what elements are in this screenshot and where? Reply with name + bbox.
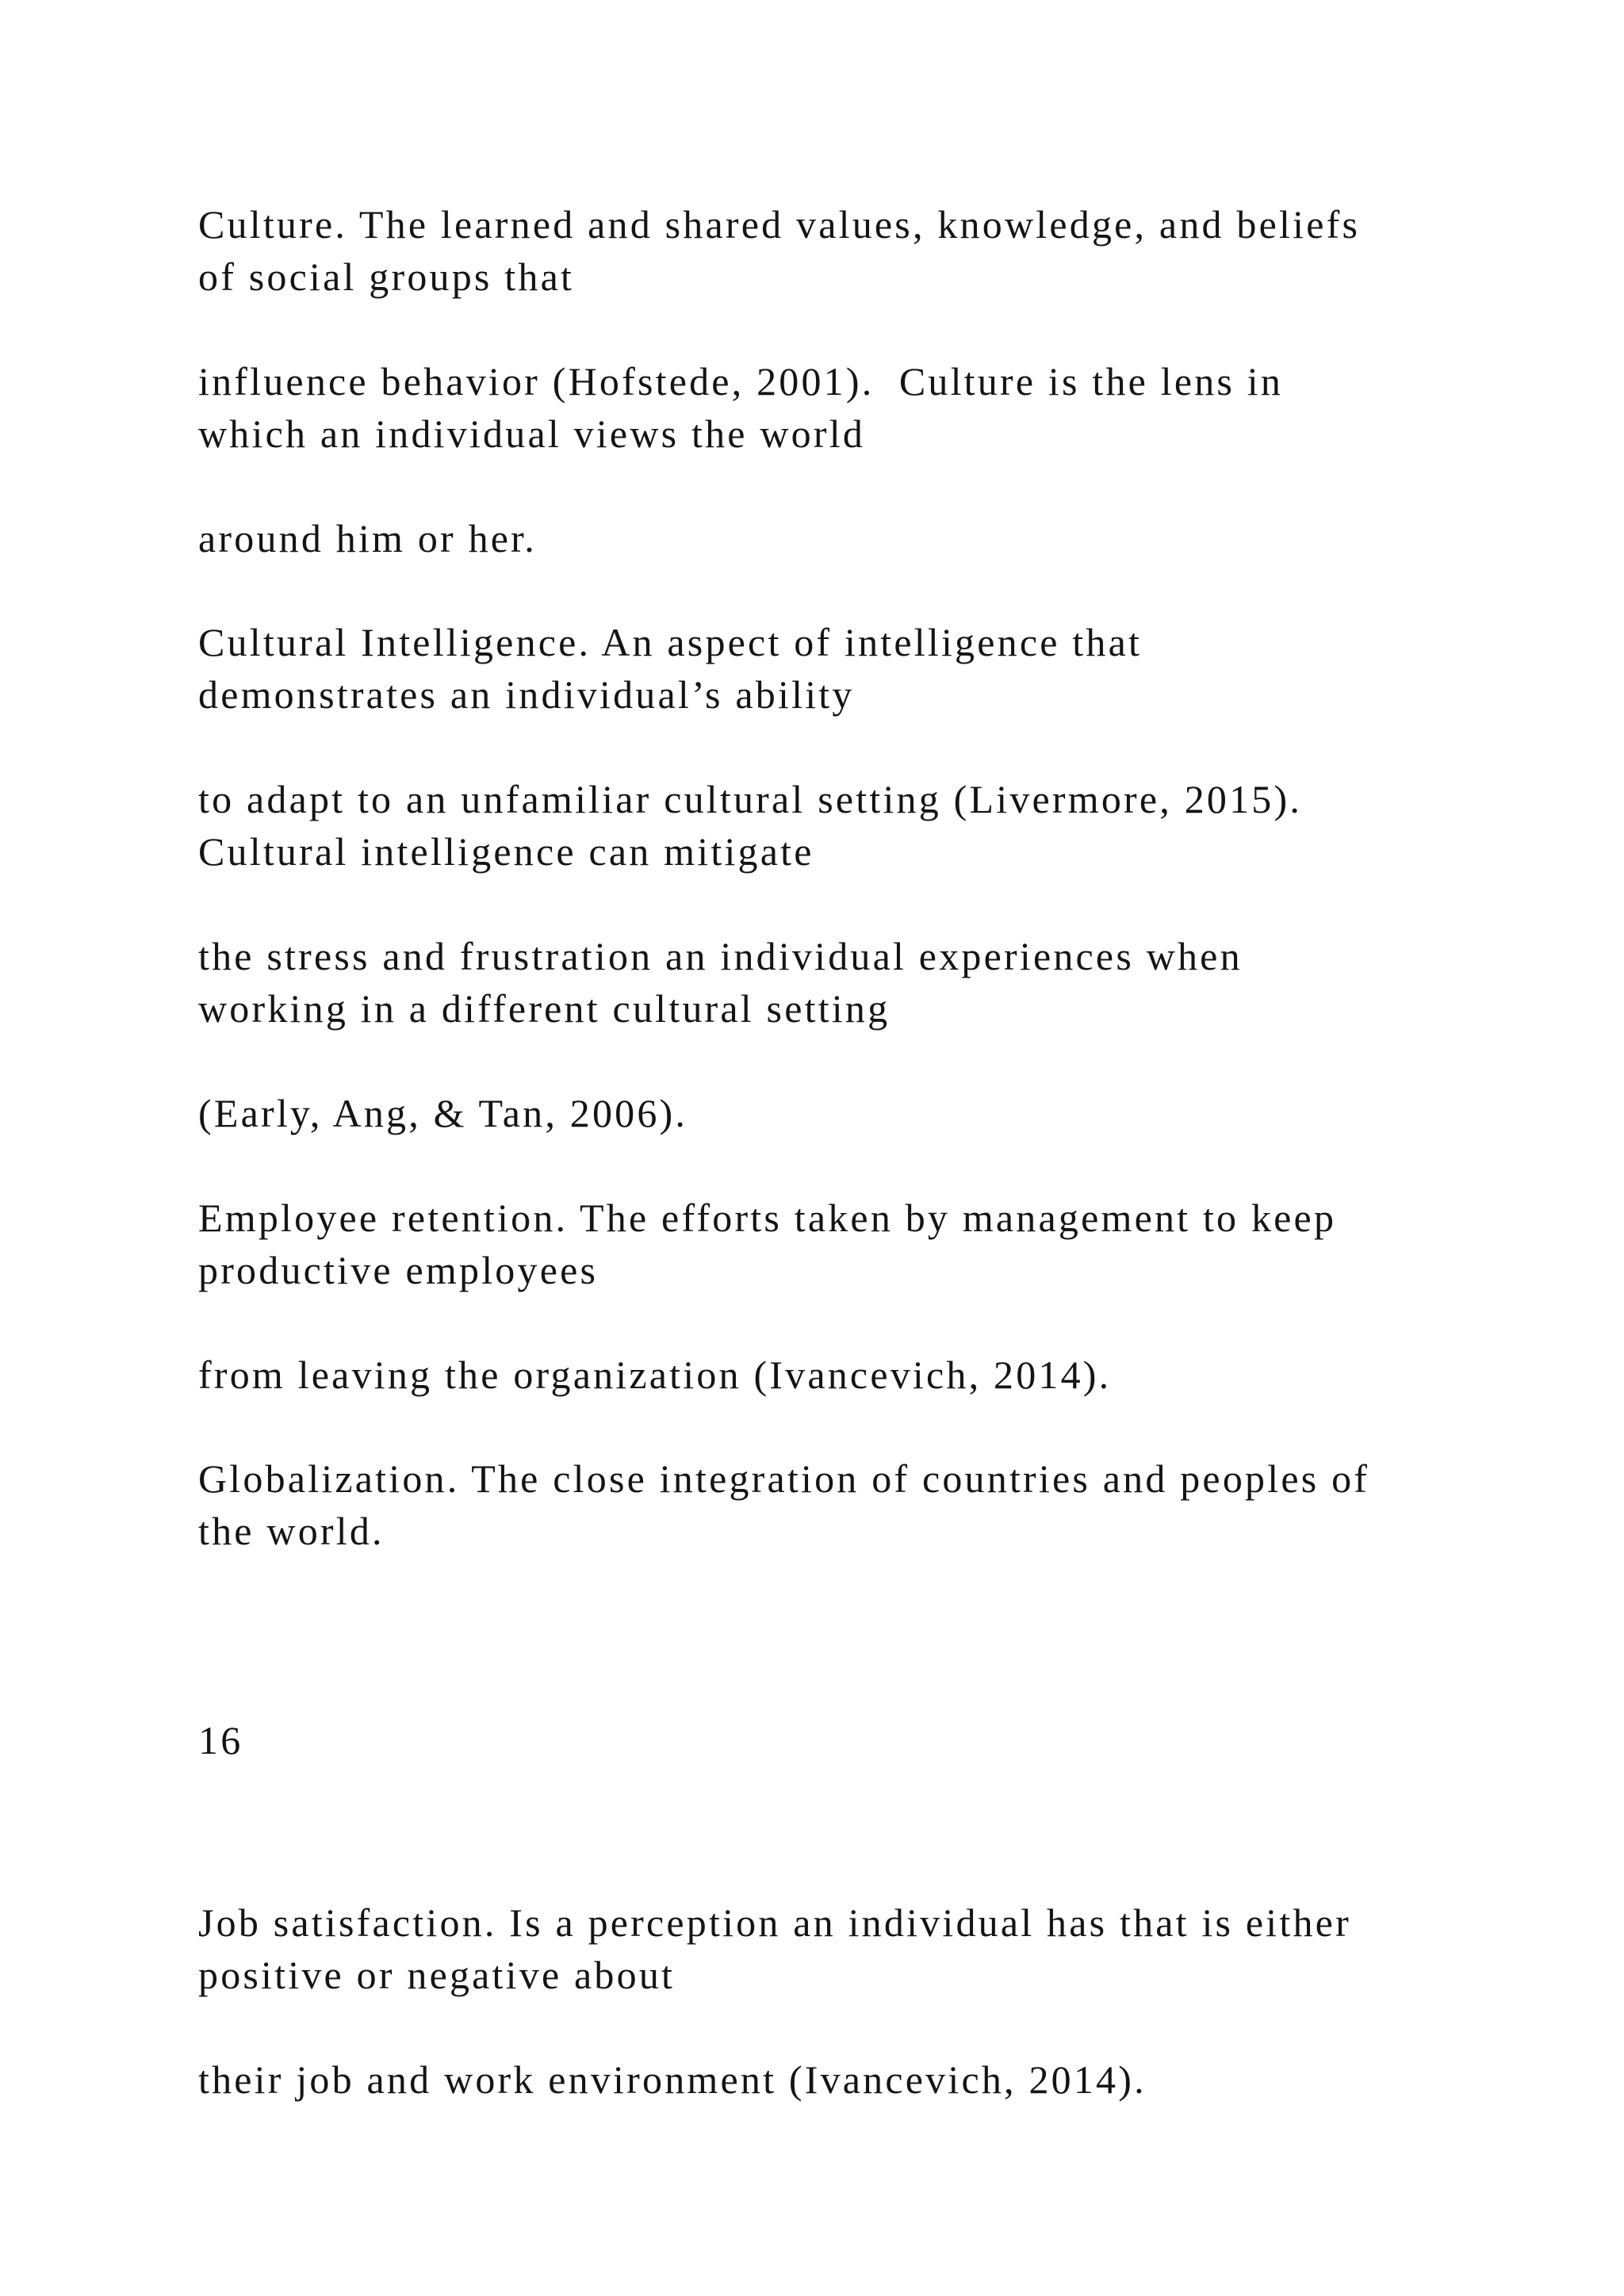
text-line: Employee retention. The efforts taken by management to keep (198, 1196, 1337, 1240)
text-line: their job and work environment (Ivancevich, 2014). (198, 2057, 1147, 2102)
text-line: of social groups that (198, 254, 575, 299)
text-line: working in a different cultural setting (198, 986, 891, 1031)
text-line: the world. (198, 1509, 385, 1553)
page-number: 16 (198, 1718, 243, 1762)
text-line: positive or negative about (198, 1953, 676, 1997)
text-line: (Early, Ang, & Tan, 2006). (198, 1091, 688, 1135)
text-line: influence behavior (Hofstede, 2001). Culture is the lens in (198, 359, 1284, 404)
text-line: productive employees (198, 1248, 599, 1292)
text-line: Cultural Intelligence. An aspect of intelligence that (198, 620, 1143, 664)
text-line: Globalization. The close integration of countries and peoples of (198, 1456, 1370, 1501)
text-line: Job satisfaction. Is a perception an individual has that is either (198, 1900, 1351, 1945)
text-line: the stress and frustration an individual experiences when (198, 934, 1243, 978)
text-line: Culture. The learned and shared values, knowledge, and beliefs (198, 202, 1361, 247)
text-line: demonstrates an individual’s ability (198, 672, 855, 717)
text-line: from leaving the organization (Ivancevich, 2014). (198, 1353, 1112, 1397)
text-line: which an individual views the world (198, 411, 866, 456)
text-line: to adapt to an unfamiliar cultural setting (Livermore, 2015). (198, 777, 1303, 821)
text-line: Cultural intelligence can mitigate (198, 829, 814, 874)
text-line: around him or her. (198, 516, 537, 561)
